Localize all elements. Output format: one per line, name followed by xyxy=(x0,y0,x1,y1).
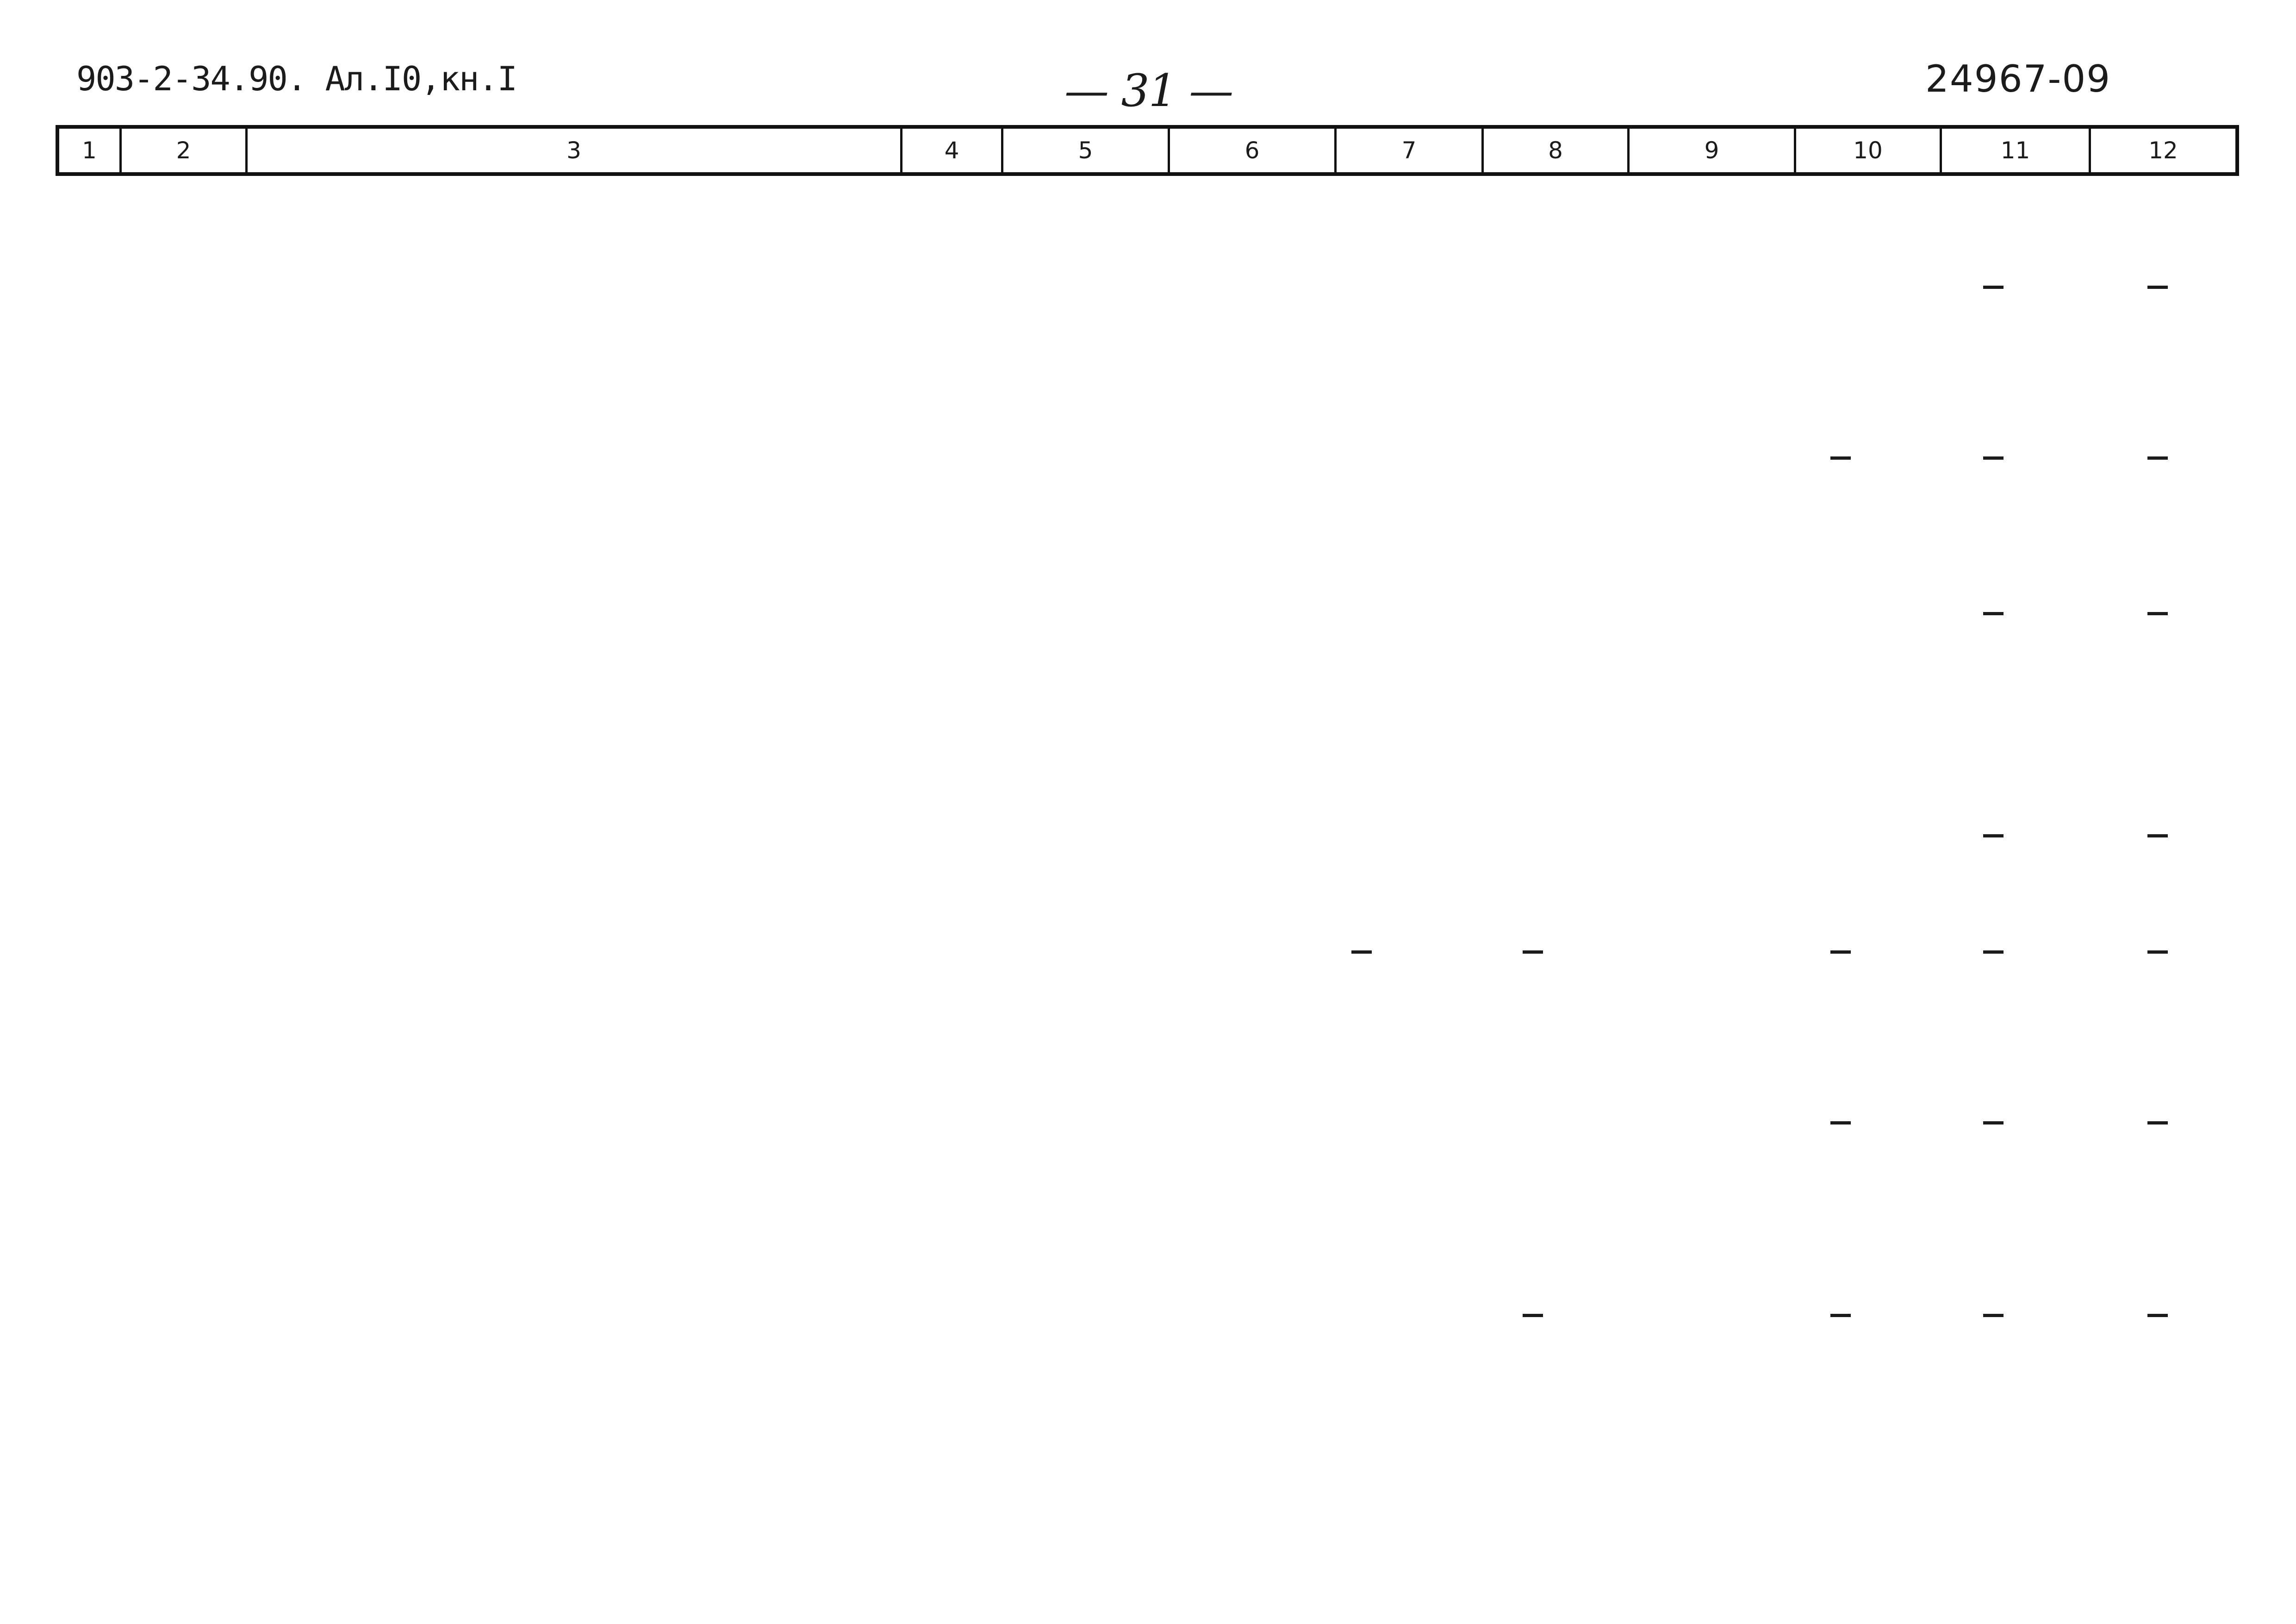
col10-dash xyxy=(1830,950,1851,954)
column-header-6: 6 xyxy=(1170,129,1337,172)
column-header-4: 4 xyxy=(902,129,1003,172)
document-number: 24967-09 xyxy=(1925,57,2111,100)
column-header-9: 9 xyxy=(1630,129,1796,172)
column-header-8: 8 xyxy=(1484,129,1630,172)
wage-dash xyxy=(1351,950,1372,954)
column-header-12: 12 xyxy=(2148,137,2178,164)
col11-dash xyxy=(1983,286,2004,289)
col12-dash xyxy=(2147,286,2168,289)
col12-dash xyxy=(2147,1314,2168,1317)
machine-cost-dash xyxy=(1523,1314,1543,1317)
col11-dash xyxy=(1983,612,2004,615)
col12-dash xyxy=(2147,612,2168,615)
col10-dash xyxy=(1830,1121,1851,1124)
col10-dash xyxy=(1830,456,1851,460)
column-header-11: 11 xyxy=(1942,129,2091,172)
column-header-10: 10 xyxy=(1796,129,1942,172)
column-header-1: 1 xyxy=(59,129,122,172)
column-header-5: 5 xyxy=(1003,129,1170,172)
column-header-3: 3 xyxy=(248,129,902,172)
col11-dash xyxy=(1983,950,2004,954)
page-number: — 31 — xyxy=(1064,65,1233,117)
col12-dash xyxy=(2147,1121,2168,1124)
col12-dash xyxy=(2147,456,2168,460)
column-header-2: 2 xyxy=(122,129,248,172)
col12-dash xyxy=(2147,950,2168,954)
col11-dash xyxy=(1983,456,2004,460)
col12-dash xyxy=(2147,834,2168,837)
document-code: 903-2-34.90. Ал.I0,кн.I xyxy=(76,59,516,98)
col11-dash xyxy=(1983,1314,2004,1317)
column-header-row xyxy=(56,125,2239,176)
column-header-7: 7 xyxy=(1337,129,1484,172)
col10-dash xyxy=(1830,1314,1851,1317)
machine-cost-dash xyxy=(1523,950,1543,954)
col11-dash xyxy=(1983,834,2004,837)
col11-dash xyxy=(1983,1121,2004,1124)
